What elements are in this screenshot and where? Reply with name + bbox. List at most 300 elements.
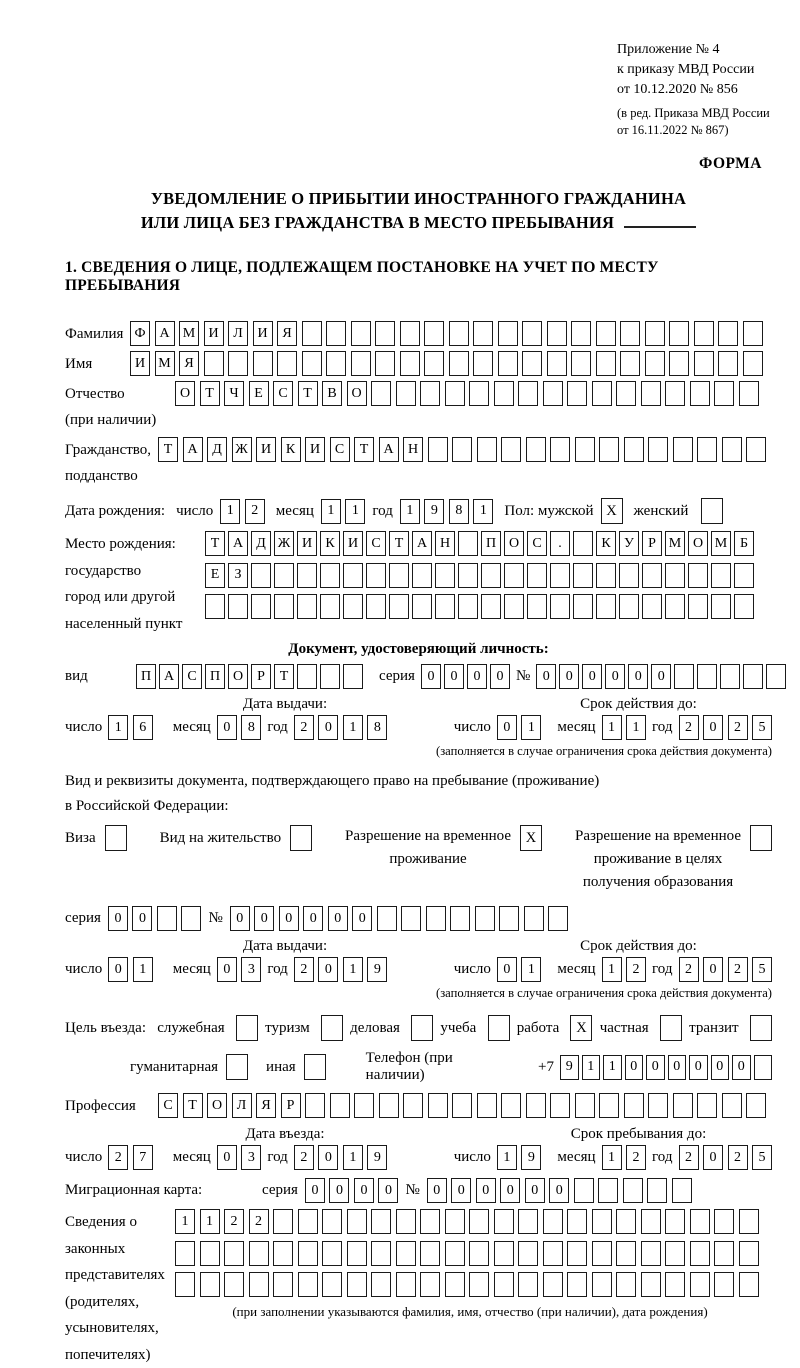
char-cell[interactable]: В [322, 381, 342, 406]
char-cell[interactable] [522, 321, 542, 346]
char-cell[interactable] [642, 594, 662, 619]
char-cell[interactable]: П [481, 531, 501, 556]
char-cell[interactable]: Т [298, 381, 318, 406]
char-cell[interactable] [641, 1241, 661, 1266]
char-cell[interactable]: 1 [602, 715, 622, 740]
char-cell[interactable]: 0 [279, 906, 299, 931]
char-cell[interactable] [543, 1209, 563, 1234]
char-cell[interactable]: 0 [352, 906, 372, 931]
char-cell[interactable] [714, 1272, 734, 1297]
char-cell[interactable] [420, 381, 440, 406]
char-cell[interactable] [347, 1209, 367, 1234]
char-cell[interactable] [377, 906, 397, 931]
char-cell[interactable] [746, 1093, 766, 1118]
char-cell[interactable] [645, 351, 665, 376]
char-cell[interactable]: Т [274, 664, 294, 689]
char-cell[interactable] [320, 594, 340, 619]
char-cell[interactable]: П [136, 664, 156, 689]
char-cell[interactable]: . [550, 531, 570, 556]
char-cell[interactable] [200, 1272, 220, 1297]
char-cell[interactable] [694, 351, 714, 376]
char-cell[interactable]: 3 [241, 1145, 261, 1170]
char-cell[interactable]: 1 [603, 1055, 622, 1080]
char-cell[interactable]: Я [256, 1093, 276, 1118]
char-cell[interactable]: 2 [224, 1209, 244, 1234]
char-cell[interactable] [253, 351, 273, 376]
char-cell[interactable]: У [619, 531, 639, 556]
char-cell[interactable] [739, 1241, 759, 1266]
char-cell[interactable]: 9 [367, 1145, 387, 1170]
char-cell[interactable] [494, 1241, 514, 1266]
char-cell[interactable] [672, 1178, 692, 1203]
char-cell[interactable]: Ж [232, 437, 252, 462]
char-cell[interactable]: 2 [679, 715, 699, 740]
purpose-official-checkbox[interactable] [236, 1015, 258, 1041]
char-cell[interactable] [251, 594, 271, 619]
char-cell[interactable] [575, 437, 595, 462]
char-cell[interactable] [620, 351, 640, 376]
char-cell[interactable] [204, 351, 224, 376]
char-cell[interactable]: 0 [378, 1178, 398, 1203]
char-cell[interactable] [665, 381, 685, 406]
char-cell[interactable] [711, 563, 731, 588]
char-cell[interactable] [473, 321, 493, 346]
char-cell[interactable] [624, 437, 644, 462]
char-cell[interactable] [228, 351, 248, 376]
char-cell[interactable] [673, 1093, 693, 1118]
char-cell[interactable]: Т [389, 531, 409, 556]
char-cell[interactable]: 0 [305, 1178, 325, 1203]
char-cell[interactable]: 0 [303, 906, 323, 931]
char-cell[interactable]: 0 [525, 1178, 545, 1203]
char-cell[interactable] [481, 563, 501, 588]
char-cell[interactable]: И [297, 531, 317, 556]
char-cell[interactable]: 0 [625, 1055, 644, 1080]
char-cell[interactable] [200, 1241, 220, 1266]
char-cell[interactable]: С [273, 381, 293, 406]
char-cell[interactable] [445, 1272, 465, 1297]
char-cell[interactable]: 2 [249, 1209, 269, 1234]
char-cell[interactable]: Н [435, 531, 455, 556]
char-cell[interactable] [424, 351, 444, 376]
purpose-study-checkbox[interactable] [488, 1015, 510, 1041]
char-cell[interactable] [550, 594, 570, 619]
char-cell[interactable]: А [412, 531, 432, 556]
char-cell[interactable]: 0 [646, 1055, 665, 1080]
char-cell[interactable] [351, 351, 371, 376]
char-cell[interactable] [641, 1209, 661, 1234]
char-cell[interactable] [297, 664, 317, 689]
char-cell[interactable] [297, 563, 317, 588]
char-cell[interactable]: 1 [582, 1055, 601, 1080]
char-cell[interactable] [498, 351, 518, 376]
char-cell[interactable]: И [253, 321, 273, 346]
char-cell[interactable] [428, 1093, 448, 1118]
char-cell[interactable] [330, 1093, 350, 1118]
char-cell[interactable]: 1 [497, 1145, 517, 1170]
char-cell[interactable]: 2 [679, 957, 699, 982]
char-cell[interactable] [458, 594, 478, 619]
purpose-tourism-checkbox[interactable] [321, 1015, 343, 1041]
char-cell[interactable] [527, 563, 547, 588]
char-cell[interactable]: 1 [521, 715, 541, 740]
char-cell[interactable]: 0 [497, 957, 517, 982]
char-cell[interactable]: О [504, 531, 524, 556]
char-cell[interactable] [547, 321, 567, 346]
char-cell[interactable] [641, 1272, 661, 1297]
char-cell[interactable] [400, 321, 420, 346]
char-cell[interactable] [567, 1241, 587, 1266]
char-cell[interactable]: 0 [497, 715, 517, 740]
char-cell[interactable]: П [205, 664, 225, 689]
char-cell[interactable] [596, 321, 616, 346]
char-cell[interactable] [157, 906, 177, 931]
char-cell[interactable] [596, 351, 616, 376]
char-cell[interactable]: 0 [467, 664, 487, 689]
char-cell[interactable] [623, 1178, 643, 1203]
char-cell[interactable] [743, 321, 763, 346]
char-cell[interactable]: С [527, 531, 547, 556]
char-cell[interactable]: 1 [133, 957, 153, 982]
char-cell[interactable]: 0 [329, 1178, 349, 1203]
char-cell[interactable]: С [158, 1093, 178, 1118]
char-cell[interactable] [743, 664, 763, 689]
char-cell[interactable] [458, 531, 478, 556]
char-cell[interactable]: 0 [689, 1055, 708, 1080]
char-cell[interactable] [175, 1241, 195, 1266]
char-cell[interactable]: Л [228, 321, 248, 346]
char-cell[interactable]: Б [734, 531, 754, 556]
char-cell[interactable] [722, 437, 742, 462]
char-cell[interactable]: 0 [451, 1178, 471, 1203]
char-cell[interactable]: 0 [132, 906, 152, 931]
char-cell[interactable] [665, 1241, 685, 1266]
char-cell[interactable] [575, 1093, 595, 1118]
char-cell[interactable]: 1 [321, 499, 341, 524]
char-cell[interactable]: 2 [728, 715, 748, 740]
char-cell[interactable] [452, 1093, 472, 1118]
char-cell[interactable]: 0 [230, 906, 250, 931]
char-cell[interactable] [543, 381, 563, 406]
char-cell[interactable]: К [596, 531, 616, 556]
char-cell[interactable] [592, 1241, 612, 1266]
char-cell[interactable]: 2 [728, 1145, 748, 1170]
char-cell[interactable] [550, 563, 570, 588]
char-cell[interactable] [449, 321, 469, 346]
char-cell[interactable] [424, 321, 444, 346]
char-cell[interactable] [690, 381, 710, 406]
char-cell[interactable] [665, 563, 685, 588]
char-cell[interactable]: 0 [703, 1145, 723, 1170]
char-cell[interactable]: 2 [294, 1145, 314, 1170]
char-cell[interactable] [458, 563, 478, 588]
char-cell[interactable] [298, 1272, 318, 1297]
char-cell[interactable] [766, 664, 786, 689]
char-cell[interactable] [298, 1209, 318, 1234]
char-cell[interactable] [320, 563, 340, 588]
char-cell[interactable] [389, 563, 409, 588]
char-cell[interactable]: И [256, 437, 276, 462]
char-cell[interactable] [599, 1093, 619, 1118]
char-cell[interactable] [504, 594, 524, 619]
char-cell[interactable]: 1 [220, 499, 240, 524]
char-cell[interactable]: 0 [318, 715, 338, 740]
char-cell[interactable] [494, 381, 514, 406]
char-cell[interactable] [351, 321, 371, 346]
sex-male-checkbox[interactable]: X [601, 498, 623, 524]
char-cell[interactable] [302, 351, 322, 376]
char-cell[interactable] [396, 1272, 416, 1297]
char-cell[interactable] [445, 1209, 465, 1234]
char-cell[interactable]: К [281, 437, 301, 462]
char-cell[interactable] [322, 1272, 342, 1297]
char-cell[interactable] [746, 437, 766, 462]
char-cell[interactable]: Ж [274, 531, 294, 556]
char-cell[interactable] [445, 1241, 465, 1266]
char-cell[interactable] [320, 664, 340, 689]
char-cell[interactable] [379, 1093, 399, 1118]
char-cell[interactable] [641, 381, 661, 406]
char-cell[interactable] [366, 594, 386, 619]
char-cell[interactable]: М [665, 531, 685, 556]
char-cell[interactable] [518, 1272, 538, 1297]
char-cell[interactable]: Т [205, 531, 225, 556]
char-cell[interactable]: 0 [536, 664, 556, 689]
char-cell[interactable]: 5 [752, 957, 772, 982]
char-cell[interactable]: 2 [626, 1145, 646, 1170]
char-cell[interactable] [396, 1209, 416, 1234]
char-cell[interactable]: 0 [108, 957, 128, 982]
char-cell[interactable]: 0 [559, 664, 579, 689]
char-cell[interactable]: 1 [345, 499, 365, 524]
char-cell[interactable] [648, 1093, 668, 1118]
char-cell[interactable]: Т [200, 381, 220, 406]
char-cell[interactable] [375, 321, 395, 346]
purpose-transit-checkbox[interactable] [750, 1015, 772, 1041]
char-cell[interactable] [274, 594, 294, 619]
char-cell[interactable] [477, 1093, 497, 1118]
char-cell[interactable]: Т [183, 1093, 203, 1118]
char-cell[interactable]: О [347, 381, 367, 406]
char-cell[interactable] [694, 321, 714, 346]
char-cell[interactable] [648, 437, 668, 462]
char-cell[interactable]: 0 [500, 1178, 520, 1203]
char-cell[interactable]: 9 [424, 499, 444, 524]
char-cell[interactable] [371, 1209, 391, 1234]
char-cell[interactable] [596, 563, 616, 588]
purpose-work-checkbox[interactable]: X [570, 1015, 592, 1041]
char-cell[interactable]: 0 [703, 957, 723, 982]
char-cell[interactable]: 1 [175, 1209, 195, 1234]
char-cell[interactable]: 2 [294, 957, 314, 982]
char-cell[interactable]: 1 [602, 957, 622, 982]
char-cell[interactable]: 6 [133, 715, 153, 740]
char-cell[interactable] [550, 437, 570, 462]
char-cell[interactable] [673, 437, 693, 462]
char-cell[interactable]: 0 [732, 1055, 751, 1080]
char-cell[interactable]: 0 [354, 1178, 374, 1203]
char-cell[interactable] [251, 563, 271, 588]
char-cell[interactable] [477, 437, 497, 462]
char-cell[interactable] [343, 594, 363, 619]
char-cell[interactable] [175, 1272, 195, 1297]
char-cell[interactable] [642, 563, 662, 588]
char-cell[interactable]: 0 [711, 1055, 730, 1080]
char-cell[interactable] [573, 563, 593, 588]
char-cell[interactable]: 0 [108, 906, 128, 931]
char-cell[interactable]: 9 [367, 957, 387, 982]
char-cell[interactable] [567, 1272, 587, 1297]
char-cell[interactable] [494, 1272, 514, 1297]
char-cell[interactable] [739, 381, 759, 406]
char-cell[interactable] [518, 381, 538, 406]
char-cell[interactable] [302, 321, 322, 346]
char-cell[interactable]: И [130, 351, 150, 376]
char-cell[interactable] [494, 1209, 514, 1234]
char-cell[interactable]: З [228, 563, 248, 588]
char-cell[interactable]: Т [354, 437, 374, 462]
char-cell[interactable] [690, 1241, 710, 1266]
char-cell[interactable]: А [183, 437, 203, 462]
char-cell[interactable]: 1 [343, 1145, 363, 1170]
char-cell[interactable]: 0 [628, 664, 648, 689]
char-cell[interactable] [754, 1055, 773, 1080]
char-cell[interactable]: 0 [427, 1178, 447, 1203]
char-cell[interactable] [371, 381, 391, 406]
char-cell[interactable] [526, 1093, 546, 1118]
char-cell[interactable]: 2 [626, 957, 646, 982]
char-cell[interactable] [674, 664, 694, 689]
char-cell[interactable] [420, 1209, 440, 1234]
char-cell[interactable] [599, 437, 619, 462]
char-cell[interactable]: С [366, 531, 386, 556]
char-cell[interactable]: 1 [626, 715, 646, 740]
purpose-humanitarian-checkbox[interactable] [226, 1054, 248, 1080]
char-cell[interactable]: 0 [582, 664, 602, 689]
char-cell[interactable] [435, 594, 455, 619]
char-cell[interactable]: 0 [217, 957, 237, 982]
char-cell[interactable]: 1 [473, 499, 493, 524]
char-cell[interactable]: 0 [703, 715, 723, 740]
char-cell[interactable] [620, 321, 640, 346]
char-cell[interactable] [420, 1272, 440, 1297]
char-cell[interactable] [473, 351, 493, 376]
char-cell[interactable] [347, 1241, 367, 1266]
char-cell[interactable]: И [305, 437, 325, 462]
char-cell[interactable] [619, 563, 639, 588]
char-cell[interactable] [690, 1209, 710, 1234]
char-cell[interactable] [571, 321, 591, 346]
char-cell[interactable]: А [228, 531, 248, 556]
char-cell[interactable]: И [343, 531, 363, 556]
char-cell[interactable] [592, 1272, 612, 1297]
char-cell[interactable]: А [155, 321, 175, 346]
char-cell[interactable]: 0 [318, 957, 338, 982]
char-cell[interactable] [449, 351, 469, 376]
char-cell[interactable] [343, 563, 363, 588]
char-cell[interactable] [714, 381, 734, 406]
char-cell[interactable] [366, 563, 386, 588]
char-cell[interactable] [445, 381, 465, 406]
char-cell[interactable] [501, 1093, 521, 1118]
char-cell[interactable]: О [207, 1093, 227, 1118]
char-cell[interactable] [743, 351, 763, 376]
char-cell[interactable] [722, 1093, 742, 1118]
char-cell[interactable] [481, 594, 501, 619]
char-cell[interactable]: 0 [254, 906, 274, 931]
char-cell[interactable] [498, 321, 518, 346]
char-cell[interactable]: 2 [108, 1145, 128, 1170]
char-cell[interactable]: И [204, 321, 224, 346]
char-cell[interactable] [475, 906, 495, 931]
char-cell[interactable]: А [159, 664, 179, 689]
char-cell[interactable] [469, 1272, 489, 1297]
char-cell[interactable]: Ф [130, 321, 150, 346]
char-cell[interactable] [322, 1241, 342, 1266]
char-cell[interactable]: 2 [245, 499, 265, 524]
temporary-residence-checkbox[interactable]: X [520, 825, 542, 851]
char-cell[interactable] [396, 381, 416, 406]
char-cell[interactable]: 1 [108, 715, 128, 740]
char-cell[interactable] [714, 1209, 734, 1234]
char-cell[interactable] [688, 563, 708, 588]
char-cell[interactable]: 3 [241, 957, 261, 982]
purpose-business-checkbox[interactable] [411, 1015, 433, 1041]
char-cell[interactable]: Т [158, 437, 178, 462]
char-cell[interactable]: 9 [521, 1145, 541, 1170]
char-cell[interactable] [739, 1209, 759, 1234]
char-cell[interactable]: Я [179, 351, 199, 376]
char-cell[interactable] [616, 1272, 636, 1297]
char-cell[interactable] [616, 1241, 636, 1266]
char-cell[interactable] [224, 1272, 244, 1297]
char-cell[interactable]: Е [249, 381, 269, 406]
char-cell[interactable]: 8 [241, 715, 261, 740]
char-cell[interactable] [274, 563, 294, 588]
char-cell[interactable] [619, 594, 639, 619]
char-cell[interactable] [592, 1209, 612, 1234]
char-cell[interactable] [343, 664, 363, 689]
char-cell[interactable]: 5 [752, 715, 772, 740]
char-cell[interactable]: 0 [217, 1145, 237, 1170]
char-cell[interactable] [524, 906, 544, 931]
char-cell[interactable]: 1 [521, 957, 541, 982]
char-cell[interactable]: 7 [133, 1145, 153, 1170]
char-cell[interactable] [518, 1209, 538, 1234]
char-cell[interactable]: 1 [400, 499, 420, 524]
char-cell[interactable]: 0 [668, 1055, 687, 1080]
char-cell[interactable]: М [179, 321, 199, 346]
char-cell[interactable] [371, 1272, 391, 1297]
char-cell[interactable]: Р [642, 531, 662, 556]
char-cell[interactable]: 8 [449, 499, 469, 524]
char-cell[interactable] [669, 351, 689, 376]
char-cell[interactable] [326, 351, 346, 376]
char-cell[interactable]: 0 [605, 664, 625, 689]
char-cell[interactable] [669, 321, 689, 346]
char-cell[interactable]: К [320, 531, 340, 556]
char-cell[interactable]: Я [277, 321, 297, 346]
char-cell[interactable] [543, 1241, 563, 1266]
char-cell[interactable] [665, 1209, 685, 1234]
char-cell[interactable]: 9 [560, 1055, 579, 1080]
char-cell[interactable] [249, 1272, 269, 1297]
char-cell[interactable]: Е [205, 563, 225, 588]
char-cell[interactable]: С [182, 664, 202, 689]
char-cell[interactable]: 1 [343, 715, 363, 740]
char-cell[interactable] [616, 381, 636, 406]
char-cell[interactable] [501, 437, 521, 462]
